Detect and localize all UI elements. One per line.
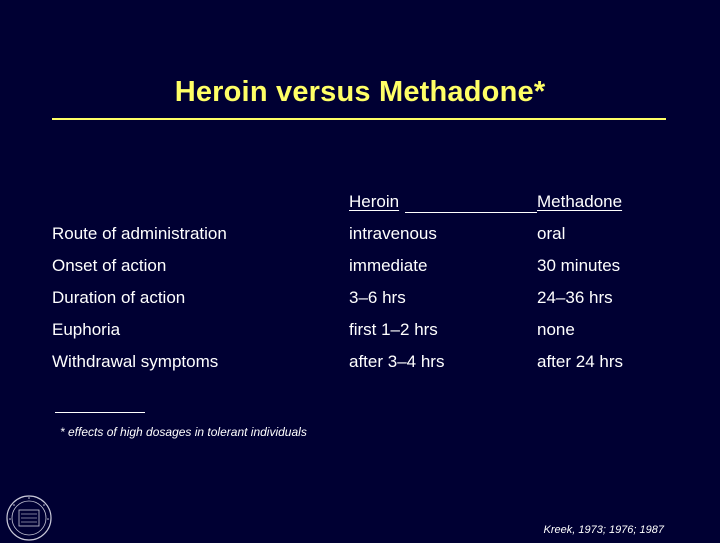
methadone-value: after 24 hrs [537, 352, 623, 371]
methadone-value: 30 minutes [537, 256, 621, 275]
citation: Kreek, 1973; 1976; 1987 [543, 524, 664, 536]
table-row [0, 352, 720, 372]
university-seal-icon [4, 493, 54, 543]
title-underline [52, 118, 666, 120]
table-row [0, 320, 720, 340]
row-label: Route of administration [52, 224, 227, 243]
methadone-value: 24–36 hrs [537, 288, 613, 307]
header-divider-line [405, 212, 537, 213]
row-label: Withdrawal symptoms [52, 352, 219, 371]
heroin-value: intravenous [349, 224, 437, 243]
row-label: Onset of action [52, 256, 167, 275]
row-label: Euphoria [52, 320, 121, 339]
methadone-value: none [537, 320, 575, 339]
table-row [0, 288, 720, 308]
table-row [0, 256, 720, 276]
footnote-rule [55, 412, 145, 413]
column-header-heroin: Heroin [349, 192, 400, 211]
column-header-methadone: Methadone [537, 192, 623, 211]
slide-title: Heroin versus Methadone* [174, 76, 546, 108]
heroin-value: after 3–4 hrs [349, 352, 445, 371]
heroin-value: 3–6 hrs [349, 288, 406, 307]
methadone-value: oral [537, 224, 566, 243]
table-row [0, 224, 720, 244]
footnote: * effects of high dosages in tolerant individuals [60, 425, 307, 439]
heroin-value: immediate [349, 256, 428, 275]
row-label: Duration of action [52, 288, 186, 307]
heroin-value: first 1–2 hrs [349, 320, 438, 339]
